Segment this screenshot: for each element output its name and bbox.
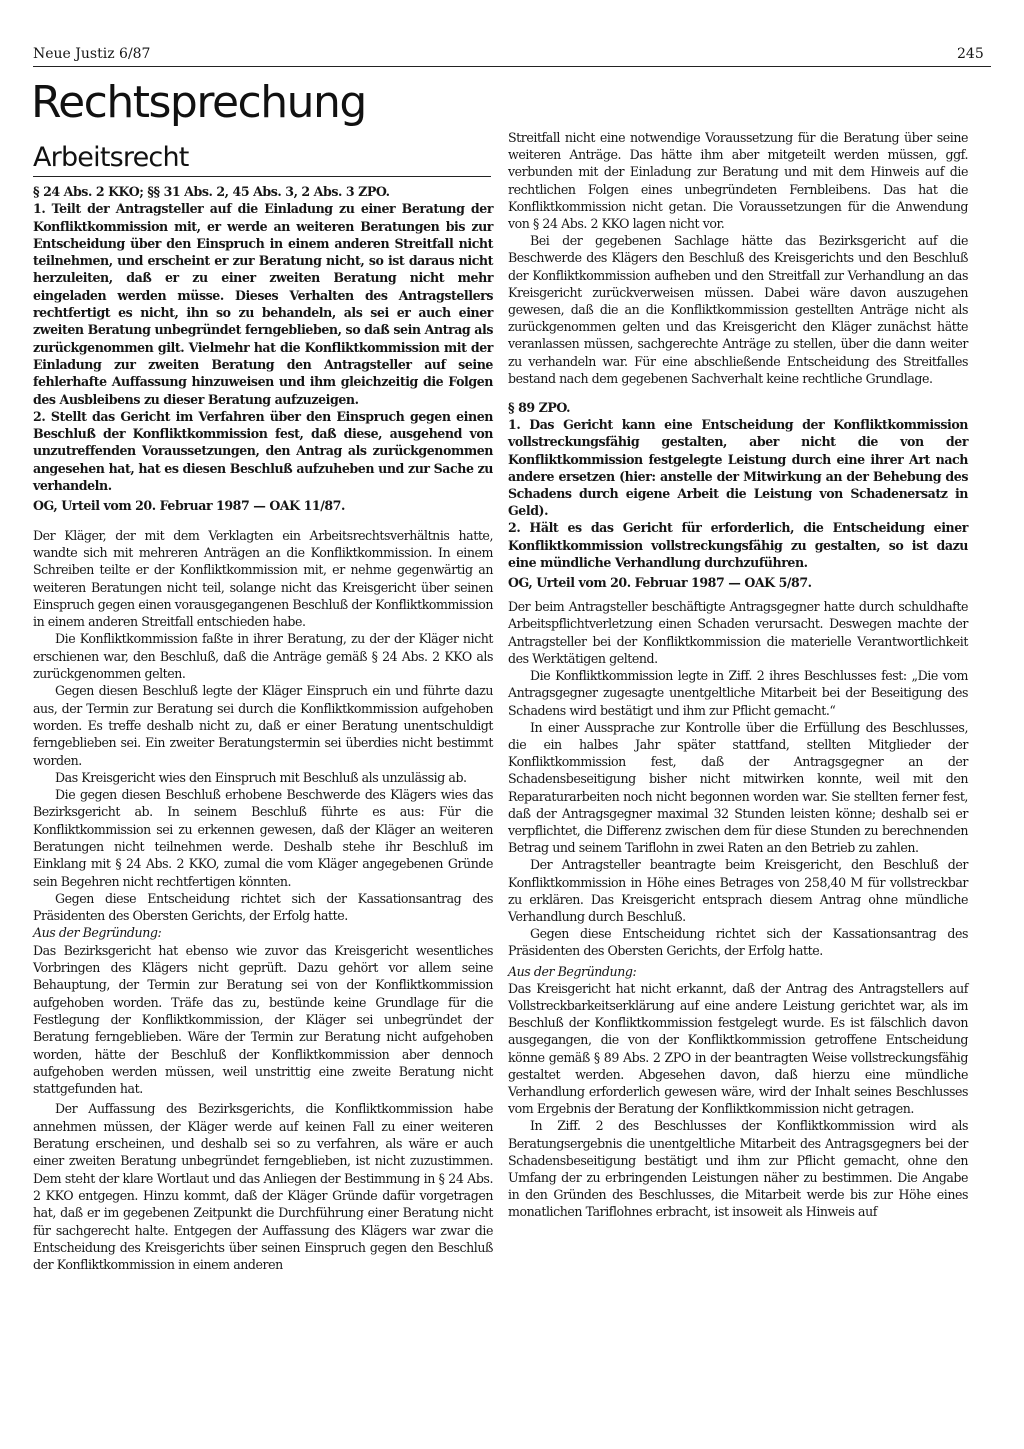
running-header-journal: Neue Justiz 6/87 <box>33 46 151 62</box>
headnote: 1. Teilt der Antragsteller auf die Einladung zu einer Beratung der Konfliktkommission mit, er werde an weiteren Beratungen bis zur Entscheidung über den Einspruch in einem anderen Streitfall nicht teilnehmen, und erscheint er zur Beratung nicht, so ist daraus nicht herzuleiten, daß er zu einer zweiten Beratung nicht mehr eingeladen werden müsse. Dieses Verhalten des Antragstellers rechtfertigt es nicht, ihn so zu behandeln, als sei er auch einer zweiten Beratung unbegründet ferngeblieben, so daß sein Antrag als zurückgenommen gilt. Vielmehr hat die Konfliktkommission mit der Einladung zur zweiten Beratung den Antragsteller auf seine fehlerhafte Auffassung hinzuweisen und ihm gleichzeitig die Folgen des Ausbleibens zu dieser Beratung aufzuzeigen. <box>33 201 493 407</box>
decision-citation: OG, Urteil vom 20. Februar 1987 — OAK 11/87. <box>33 498 345 514</box>
paragraph: Die Konfliktkommission faßte in ihrer Beratung, zu der der Kläger nicht erschienen war, den Beschluß, daß die Anträge gemäß § 24 Abs. 2 KKO als zurückgenommen gelten. <box>33 631 493 682</box>
paragraph: Der Auffassung des Bezirksgerichts, die Konfliktkommission habe annehmen müssen, der Kläger werde auf keinen Fall zu einer weiteren Beratung erscheinen, und deshalb sei so zu verfahren, als wäre er auch einer zweiten Beratung unbegründet ferngeblieben, ist nicht zuzustimmen. Dem steht der klare Wortlaut und das Anliegen der Bestimmung in § 24 Abs. 2 KKO entgegen. Hinzu kommt, daß der Kläger Gründe dafür vorgetragen hat, daß er im gegebenen Zeitpunkt die Durchführung einer Beratung nicht für sachgerecht halte. Entgegen der Auffassung des Klägers war zwar die Entscheidung des Kreisgerichts über seinen Einspruch gegen den Beschluß der Konfliktkommission in einem anderen <box>33 1101 493 1273</box>
paragraph: Das Kreisgericht wies den Einspruch mit Beschluß als unzulässig ab. <box>55 769 467 785</box>
paragraph: Das Bezirksgericht hat ebenso wie zuvor das Kreisgericht wesentliches Vorbringen des Klägers nicht geprüft. Dazu gehört vor allem seine Behauptung, der Termin zur Beratung sei von der Konfliktkommission aufgehoben worden. Träfe das zu, bestünde keine Grundlage für die Festlegung der Konfliktkommission, der Kläger sei unbegründet der Beratung ferngeblieben. Wäre der Termin zur Beratung nicht aufgehoben worden, hätte der Beschluß der Konfliktkommission aber dennoch aufgehoben werden müssen, weil unstrittig eine zweite Beratung nicht stattgefunden hat. <box>33 942 493 1097</box>
reasons-label: Aus der Begründung: <box>508 963 637 979</box>
headnote: 2. Hält es das Gericht für erforderlich, die Entscheidung einer Konfliktkommission vollstreckungsfähig zu gestalten, so ist dazu eine mündliche Verhandlung durchzuführen. <box>508 520 968 570</box>
paragraph: In Ziff. 2 des Beschlusses der Konfliktkommission wird als Beratungsergebnis die unentgeltliche Mitarbeit des Antragsgegners bei der Schadensbeseitigung bestätigt und ihm zur Pflicht gemacht, ohne den Umfang der zu erbringenden Leistungen näher zu bestimmen. Die Angabe in den Gründen des Beschlusses, die Mitarbeit werde bis zur Höhe eines monatlichen Tariflohnes erbracht, ist insoweit als Hinweis auf <box>508 1118 968 1220</box>
header-rule <box>33 66 991 67</box>
paragraph: Der beim Antragsteller beschäftigte Antragsgegner hatte durch schuldhafte Arbeitspflichtverletzung einen Schaden verursacht. Deswegen machte der Antragsteller bei der Konfliktkommission die materielle Verantwortlichkeit des Werktätigen geltend. <box>508 599 968 666</box>
decision-citation: OG, Urteil vom 20. Februar 1987 — OAK 5/87. <box>508 575 812 591</box>
norm-reference: § 24 Abs. 2 KKO; §§ 31 Abs. 2, 45 Abs. 3, 2 Abs. 3 ZPO. <box>33 184 390 199</box>
paragraph: Bei der gegebenen Sachlage hätte das Bezirksgericht auf die Beschwerde des Klägers den Beschluß des Kreisgerichts und den Beschluß der Konfliktkommission aufheben und den Streitfall zur Verhandlung an das Kreisgericht zurückverweisen müssen. Dabei wäre davon auszugehen gewesen, daß die an die Konfliktkommission gestellten Anträge nicht als zurückgenommen gelten und das Kreisgericht den Kläger zunächst hätte veranlassen müssen, sachgerechte Anträge zu stellen, über die dann weiter zu verhandeln war. Für eine abschließende Entscheidung des Streitfalles bestand nach dem gegebenen Sachverhalt keine rechtliche Grundlage. <box>508 233 968 386</box>
headnote: 2. Stellt das Gericht im Verfahren über den Einspruch gegen einen Beschluß der Konfliktkommission fest, daß diese, ausgehend von unzutreffenden Voraussetzungen, den Antrag als zurückgenommen angesehen hat, hat es diesen Beschluß aufzuheben und zur Sache zu verhandeln. <box>33 408 493 494</box>
paragraph: Gegen diesen Beschluß legte der Kläger Einspruch ein und führte dazu aus, der Termin zur Beratung sei durch die Konfliktkommission aufgehoben worden. Es treffe deshalb nicht zu, daß er einer Beratung unentschuldigt ferngeblieben sei. Ein zweiter Beratungstermin sei überdies nicht bestimmt worden. <box>33 683 493 768</box>
right-column <box>508 129 968 1221</box>
paragraph: Die Konfliktkommission legte in Ziff. 2 ihres Beschlusses fest: „Die vom Antragsgegner zugesagte unentgeltliche Mitarbeit bei der Beseitigung des Schadens wird bestätigt und ihm zur Pflicht gemacht.“ <box>508 668 968 718</box>
paragraph: Die gegen diesen Beschluß erhobene Beschwerde des Klägers wies das Bezirksgericht ab. In seinem Beschluß führte es aus: Für die Konfliktkommission sei zu erkennen gewesen, daß der Kläger an weiteren Beratungen nicht teilnehmen werde. Deshalb stehe ihr Beschluß im Einklang mit § 24 Abs. 2 KKO, zumal die vom Kläger angegebenen Gründe sein Begehren nicht rechtfertigen könnten. <box>33 787 493 889</box>
paragraph: In einer Aussprache zur Kontrolle über die Erfüllung des Beschlusses, die ein halbes Jahr später stattfand, stellten Mitglieder der Konfliktkommission fest, daß der Antragsgegner an der Schadensbeseitigung bisher nicht mitwirken konnte, weil mit den Reparaturarbeiten noch nicht begonnen worden war. Sie stellten ferner fest, daß der Antragsgegner maximal 32 Stunden leisten könne; deshalb sei er verpflichtet, die Differenz zwischen dem für diese Stunden zu berechnenden Betrag und seinem Tariflohn in zwei Raten an den Betrieb zu zahlen. <box>508 719 968 856</box>
paragraph: Gegen diese Entscheidung richtet sich der Kassationsantrag des Präsidenten des Obersten Gerichts, der Erfolg hatte. <box>508 926 968 959</box>
paragraph: Gegen diese Entscheidung richtet sich der Kassationsantrag des Präsidenten des Obersten Gerichts, der Erfolg hatte. <box>33 890 493 924</box>
paragraph: Der Antragsteller beantragte beim Kreisgericht, den Beschluß der Konfliktkommission in Höhe eines Betrages von 258,40 M für vollstreckbar zu erklären. Das Kreisgericht entsprach diesem Antrag ohne mündliche Verhandlung durch Beschluß. <box>508 857 968 924</box>
page-number: 245 <box>957 46 984 62</box>
left-column <box>33 183 493 1273</box>
paragraph: Der Kläger, der mit dem Verklagten ein Arbeitsrechtsverhältnis hatte, wandte sich mit mehreren Anträgen an die Konfliktkommission. In einem Schreiben teilte er der Konfliktkommission mit, er nehme gegenwärtig an weiteren Beratungen nicht teil, solange nicht das Kreisgericht über seinen Einspruch gegen einen vorausgegangenen Beschluß der Konfliktkommission in einem anderen Streitfall entschieden habe. <box>33 527 493 630</box>
reasons-label: Aus der Begründung: <box>33 925 162 941</box>
paragraph: Das Kreisgericht hat nicht erkannt, daß der Antrag des Antragstellers auf Vollstreckbarkeitserklärung auf eine andere Leistung gerichtet war, als im Beschluß der Konfliktkommission festgelegt wurde. Es ist fälschlich davon ausgegangen, die von der Konfliktkommission getroffene Entscheidung könne gemäß § 89 Abs. 2 ZPO in der beantragten Weise vollstreckungsfähig gestaltet werden. Abgesehen davon, daß hierzu eine mündliche Verhandlung erforderlich gewesen wäre, wird der Inhalt seines Beschlusses vom Ergebnis der Beratung der Konfliktkommission nicht getragen. <box>508 980 968 1117</box>
subsection-title: Arbeitsrecht <box>33 142 189 173</box>
paragraph: Streitfall nicht eine notwendige Voraussetzung für die Beratung über seine weiteren Anträge. Das hätte ihm aber mitgeteilt werden müssen, ggf. verbunden mit der Einladung zur Beratung und mit dem Hinweis auf die rechtlichen Folgen eines unbegründeten Fernbleibens. Das hat die Konfliktkommission nicht getan. Die Voraussetzungen für die Anwendung von § 24 Abs. 2 KKO lagen nicht vor. <box>508 130 968 232</box>
subsection-rule <box>33 176 491 177</box>
section-title: Rechtsprechung <box>31 77 366 128</box>
headnote: 1. Das Gericht kann eine Entscheidung der Konfliktkommission vollstreckungsfähig gestalten, aber nicht die von der Konfliktkommission festgelegte Leistung durch eine ihrer Art nach andere ersetzen (hier: anstelle der Mitwirkung an der Behebung des Schadens durch eigene Arbeit die Leistung von Schadenersatz in Geld). <box>508 417 968 519</box>
norm-reference: § 89 ZPO. <box>508 400 571 416</box>
